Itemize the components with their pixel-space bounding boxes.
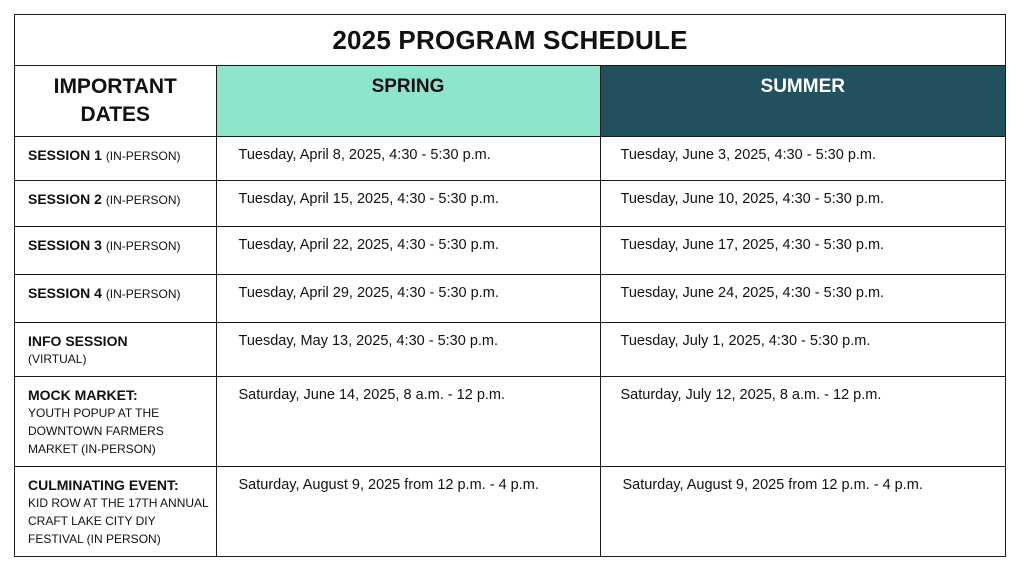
spring-date: Tuesday, May 13, 2025, 4:30 - 5:30 p.m. (216, 323, 600, 377)
row-label-sub: KID ROW AT THE 17TH ANNUAL CRAFT LAKE CITY DIY FESTIVAL (IN PERSON) (28, 496, 209, 546)
row-label (15, 137, 216, 181)
row-label (15, 275, 216, 323)
spring-date: Tuesday, April 29, 2025, 4:30 - 5:30 p.m. (216, 275, 600, 323)
row-label-sub: (IN-PERSON) (105, 193, 181, 207)
table-row (15, 323, 1005, 377)
table-row (15, 275, 1005, 323)
summer-date: Tuesday, July 1, 2025, 4:30 - 5:30 p.m. (600, 323, 1005, 377)
important-dates-header-line2: DATES (80, 103, 151, 126)
row-label-main: SESSION 4 (28, 285, 102, 301)
row-label (15, 181, 216, 227)
row-label (15, 323, 216, 377)
row-label-sub: YOUTH POPUP AT THE DOWNTOWN FARMERS MARKET (IN-PERSON) (28, 406, 164, 456)
summer-date: Saturday, August 9, 2025 from 12 p.m. - 4 p.m. (622, 477, 923, 493)
table-row (15, 377, 1005, 467)
row-label-sub: (IN-PERSON) (105, 239, 181, 253)
table-row (15, 467, 1005, 557)
spring-date: Tuesday, April 15, 2025, 4:30 - 5:30 p.m. (216, 181, 600, 227)
row-label-main: MOCK MARKET: (28, 387, 138, 403)
row-label-main: INFO SESSION (28, 333, 128, 349)
row-label (15, 227, 216, 275)
row-label-main: SESSION 1 (28, 147, 102, 163)
table-row (15, 181, 1005, 227)
row-label-main: SESSION 2 (28, 191, 102, 207)
summer-date: Tuesday, June 3, 2025, 4:30 - 5:30 p.m. (600, 137, 1005, 181)
page-title: 2025 PROGRAM SCHEDULE (15, 15, 1005, 66)
summer-date: Tuesday, June 10, 2025, 4:30 - 5:30 p.m. (600, 181, 1005, 227)
summer-header: SUMMER (600, 66, 1005, 137)
spring-date: Saturday, June 14, 2025, 8 a.m. - 12 p.m. (216, 377, 600, 467)
spring-header: SPRING (216, 66, 600, 137)
schedule-table-frame (14, 14, 1006, 557)
row-label-main: CULMINATING EVENT: (28, 477, 179, 493)
summer-date: Saturday, July 12, 2025, 8 a.m. - 12 p.m. (600, 377, 1005, 467)
spring-date: Tuesday, April 8, 2025, 4:30 - 5:30 p.m. (216, 137, 600, 181)
important-dates-header (15, 66, 216, 137)
row-label-sub: (IN-PERSON) (105, 149, 181, 163)
row-label-main: SESSION 3 (28, 237, 102, 253)
spring-date: Tuesday, April 22, 2025, 4:30 - 5:30 p.m. (216, 227, 600, 275)
row-label-sub: (VIRTUAL) (28, 352, 87, 366)
table-row (15, 227, 1005, 275)
spring-date: Saturday, August 9, 2025 from 12 p.m. - 4 p.m. (216, 467, 600, 557)
summer-date: Tuesday, June 17, 2025, 4:30 - 5:30 p.m. (600, 227, 1005, 275)
important-dates-header-line1: IMPORTANT (53, 75, 177, 98)
row-label-sub: (IN-PERSON) (105, 287, 181, 301)
row-label (15, 377, 216, 467)
row-label (15, 467, 216, 557)
summer-date: Tuesday, June 24, 2025, 4:30 - 5:30 p.m. (600, 275, 1005, 323)
schedule-table (15, 66, 1005, 556)
header-row (15, 66, 1005, 137)
table-row (15, 137, 1005, 181)
